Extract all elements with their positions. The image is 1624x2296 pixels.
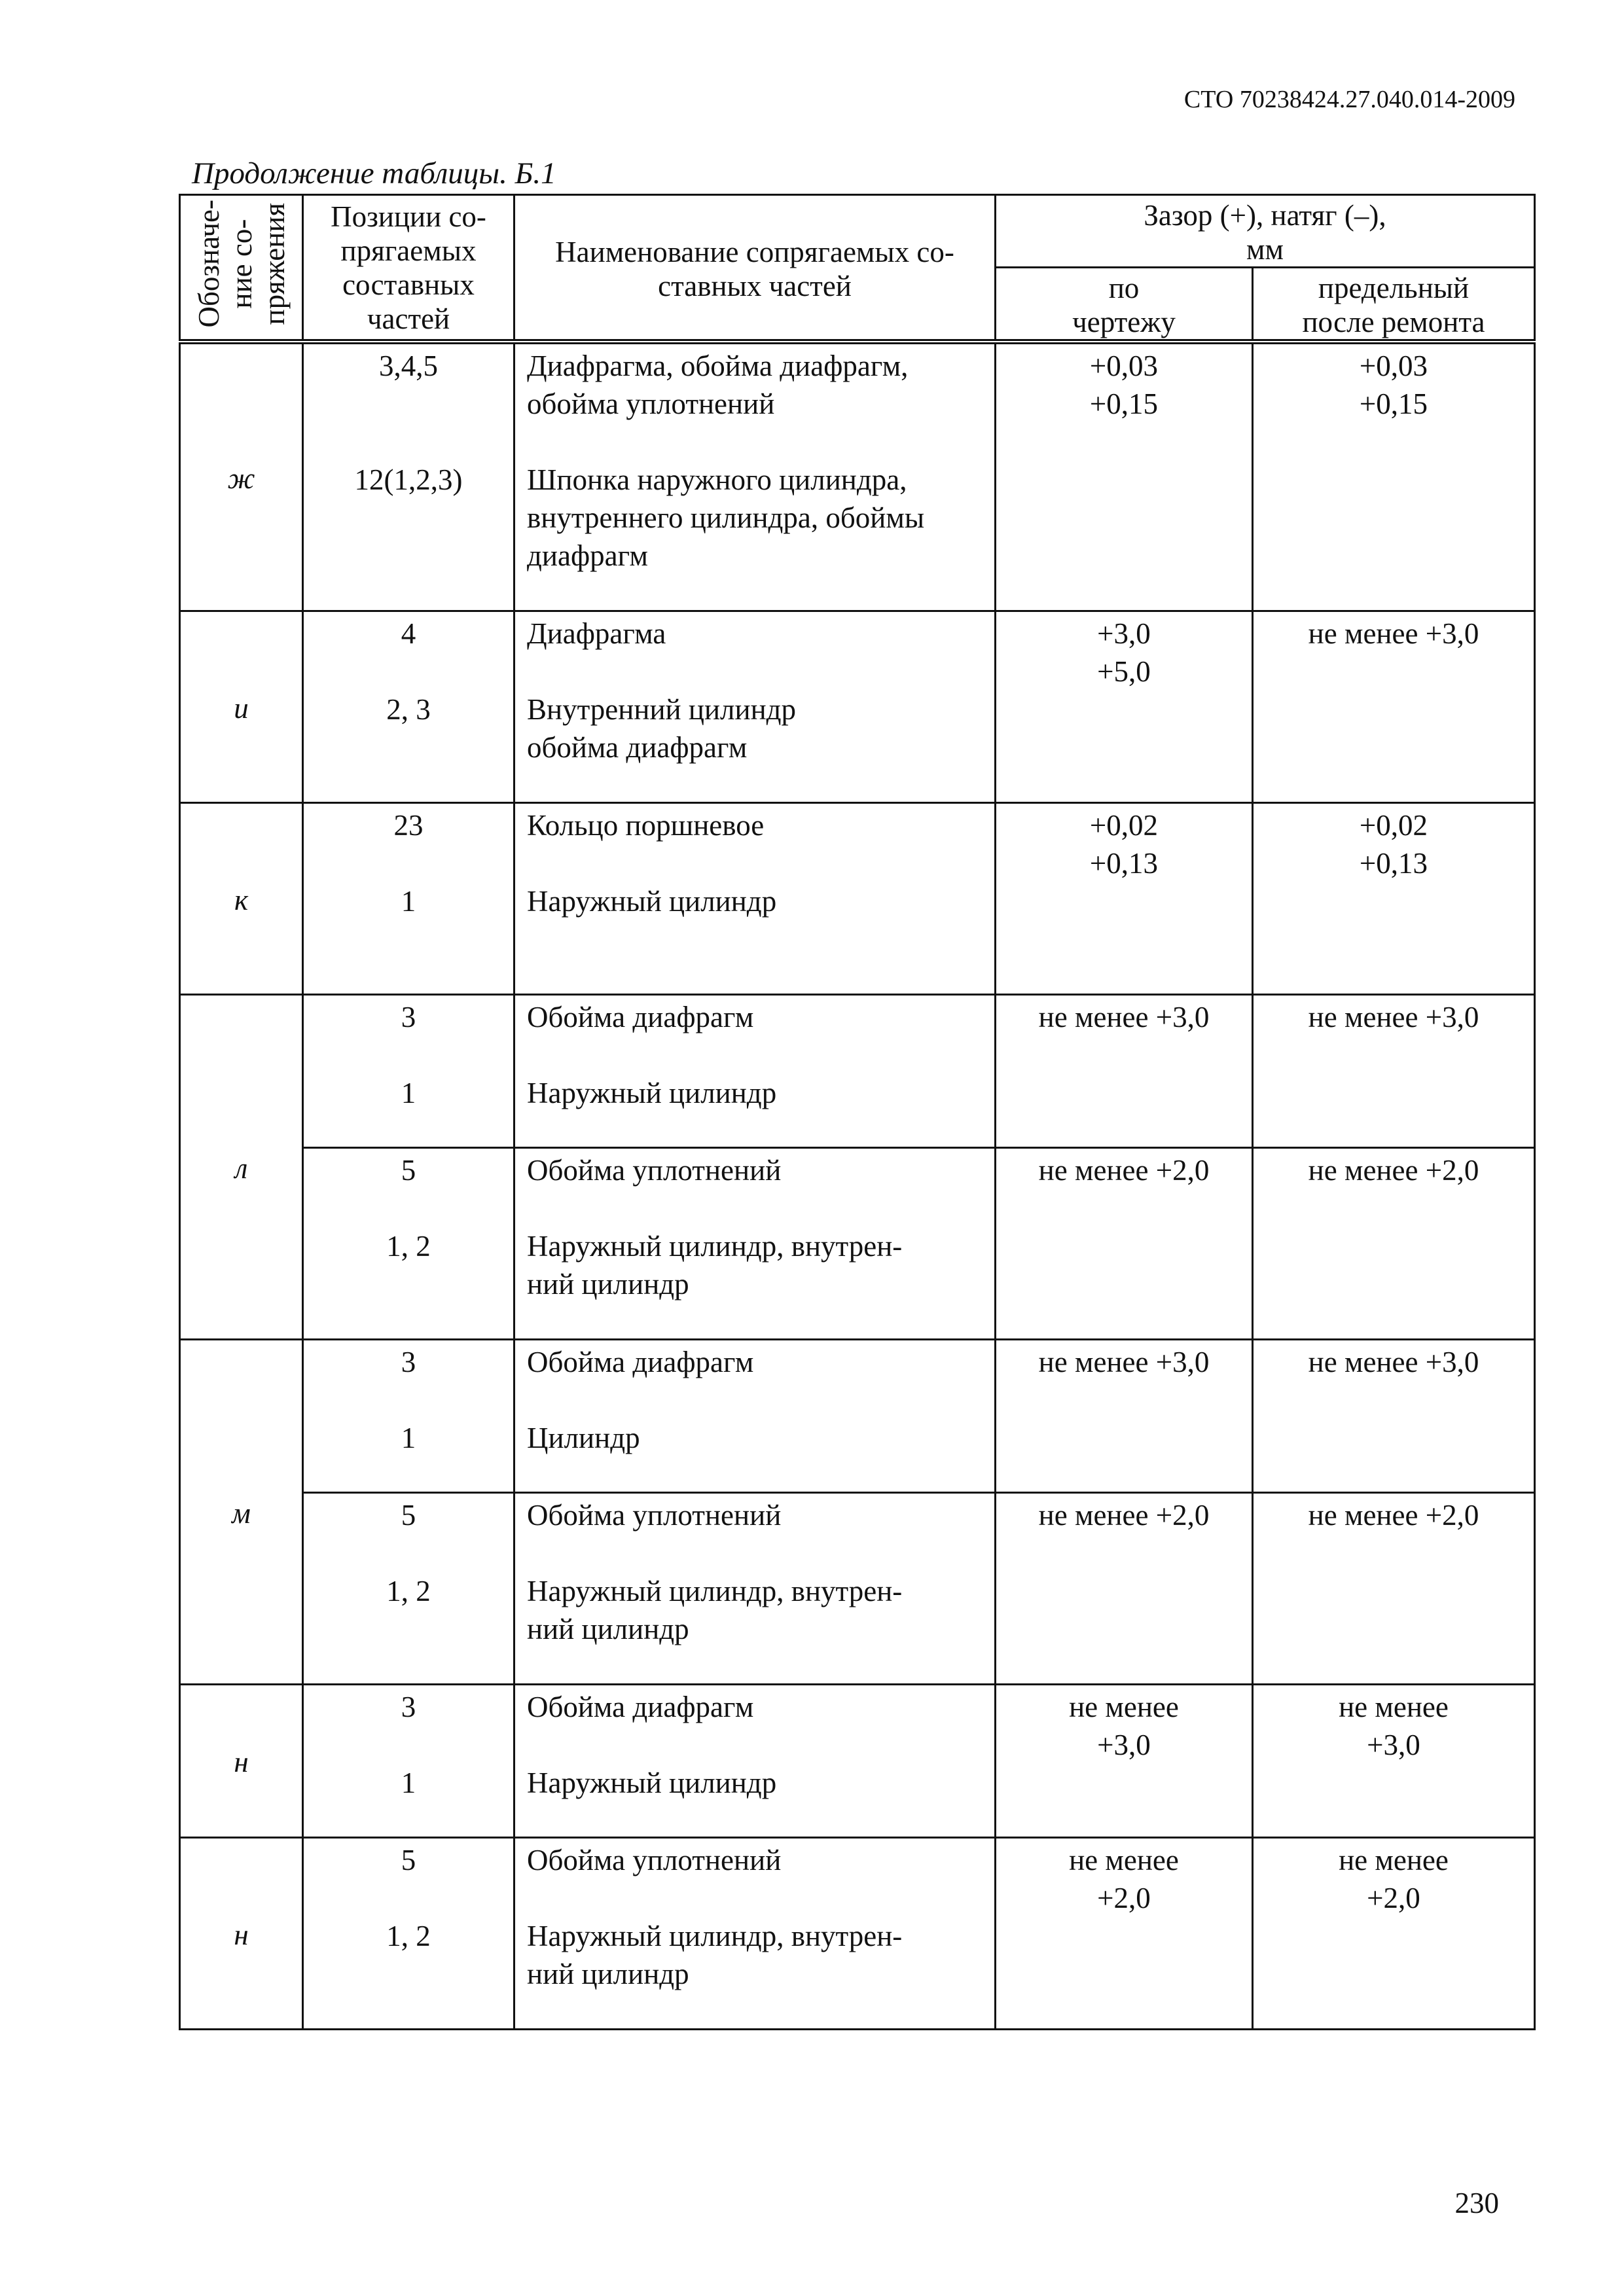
table-row [180, 994, 1535, 1147]
header-mark: Обозначе- ние со- пряжения [180, 195, 303, 342]
name-cell: Диафрагма, обойма диафрагм, обойма уплотнений Шпонка наружного цилиндра, внутреннего цилиндра, обоймы диафрагм [514, 342, 996, 611]
header-positions: Позиции со- прягаемых составных частей [303, 195, 514, 342]
mark-cell: л [180, 994, 303, 1339]
mating-parts-table [179, 194, 1536, 2030]
limit-gap-cell: не менее +2,0 [1253, 1492, 1535, 1684]
name-cell: Обойма уплотнений Наружный цилиндр, внутрен- ний цилиндр [514, 1147, 996, 1339]
table-row [180, 1684, 1535, 1837]
header-limit: предельный после ремонта [1253, 268, 1535, 342]
mark-cell: н [180, 1837, 303, 2029]
mark-cell: к [180, 802, 303, 994]
mark-cell: ж [180, 342, 303, 611]
table-row [180, 1339, 1535, 1492]
drawing-gap-cell: не менее +2,0 [996, 1837, 1253, 2029]
mark-cell: и [180, 611, 303, 802]
table-row [180, 1492, 1535, 1684]
drawing-gap-cell: +3,0 +5,0 [996, 611, 1253, 802]
drawing-gap-cell: не менее +2,0 [996, 1147, 1253, 1339]
limit-gap-cell: не менее +3,0 [1253, 1339, 1535, 1492]
drawing-gap-cell: не менее +3,0 [996, 1684, 1253, 1837]
limit-gap-cell: не менее +3,0 [1253, 611, 1535, 802]
limit-gap-cell: не менее +3,0 [1253, 994, 1535, 1147]
limit-gap-cell: не менее +3,0 [1253, 1684, 1535, 1837]
positions-cell: 23 1 [303, 802, 514, 994]
header-drawing: по чертежу [996, 268, 1253, 342]
positions-cell: 5 1, 2 [303, 1147, 514, 1339]
mark-cell: м [180, 1339, 303, 1684]
name-cell: Обойма диафрагм Цилиндр [514, 1339, 996, 1492]
name-cell: Обойма диафрагм Наружный цилиндр [514, 1684, 996, 1837]
table-row [180, 802, 1535, 994]
table-row [180, 342, 1535, 611]
header-gap: Зазор (+), натяг (–), мм [996, 195, 1535, 268]
name-cell: Обойма диафрагм Наружный цилиндр [514, 994, 996, 1147]
table-row [180, 611, 1535, 802]
positions-cell: 3 1 [303, 1339, 514, 1492]
drawing-gap-cell: не менее +2,0 [996, 1492, 1253, 1684]
positions-cell: 5 1, 2 [303, 1492, 514, 1684]
page-number: 230 [1454, 2187, 1499, 2219]
drawing-gap-cell: +0,02 +0,13 [996, 802, 1253, 994]
name-cell: Диафрагма Внутренний цилиндр обойма диафрагм [514, 611, 996, 802]
limit-gap-cell: не менее +2,0 [1253, 1837, 1535, 2029]
name-cell: Кольцо поршневое Наружный цилиндр [514, 802, 996, 994]
mark-cell: н [180, 1684, 303, 1837]
header-name: Наименование сопрягаемых со- ставных частей [514, 195, 996, 342]
positions-cell: 3 1 [303, 1684, 514, 1837]
limit-gap-cell: не менее +2,0 [1253, 1147, 1535, 1339]
table-row [180, 1147, 1535, 1339]
positions-cell: 4 2, 3 [303, 611, 514, 802]
positions-cell: 3,4,5 12(1,2,3) [303, 342, 514, 611]
drawing-gap-cell: не менее +3,0 [996, 994, 1253, 1147]
table-header-row [180, 195, 1535, 268]
limit-gap-cell: +0,02 +0,13 [1253, 802, 1535, 994]
limit-gap-cell: +0,03 +0,15 [1253, 342, 1535, 611]
name-cell: Обойма уплотнений Наружный цилиндр, внутрен- ний цилиндр [514, 1837, 996, 2029]
positions-cell: 5 1, 2 [303, 1837, 514, 2029]
positions-cell: 3 1 [303, 994, 514, 1147]
table-caption: Продолжение таблицы. Б.1 [192, 156, 556, 190]
document-code: СТО 70238424.27.040.014-2009 [1183, 86, 1515, 113]
name-cell: Обойма уплотнений Наружный цилиндр, внутрен- ний цилиндр [514, 1492, 996, 1684]
drawing-gap-cell: не менее +3,0 [996, 1339, 1253, 1492]
drawing-gap-cell: +0,03 +0,15 [996, 342, 1253, 611]
table-row [180, 1837, 1535, 2029]
